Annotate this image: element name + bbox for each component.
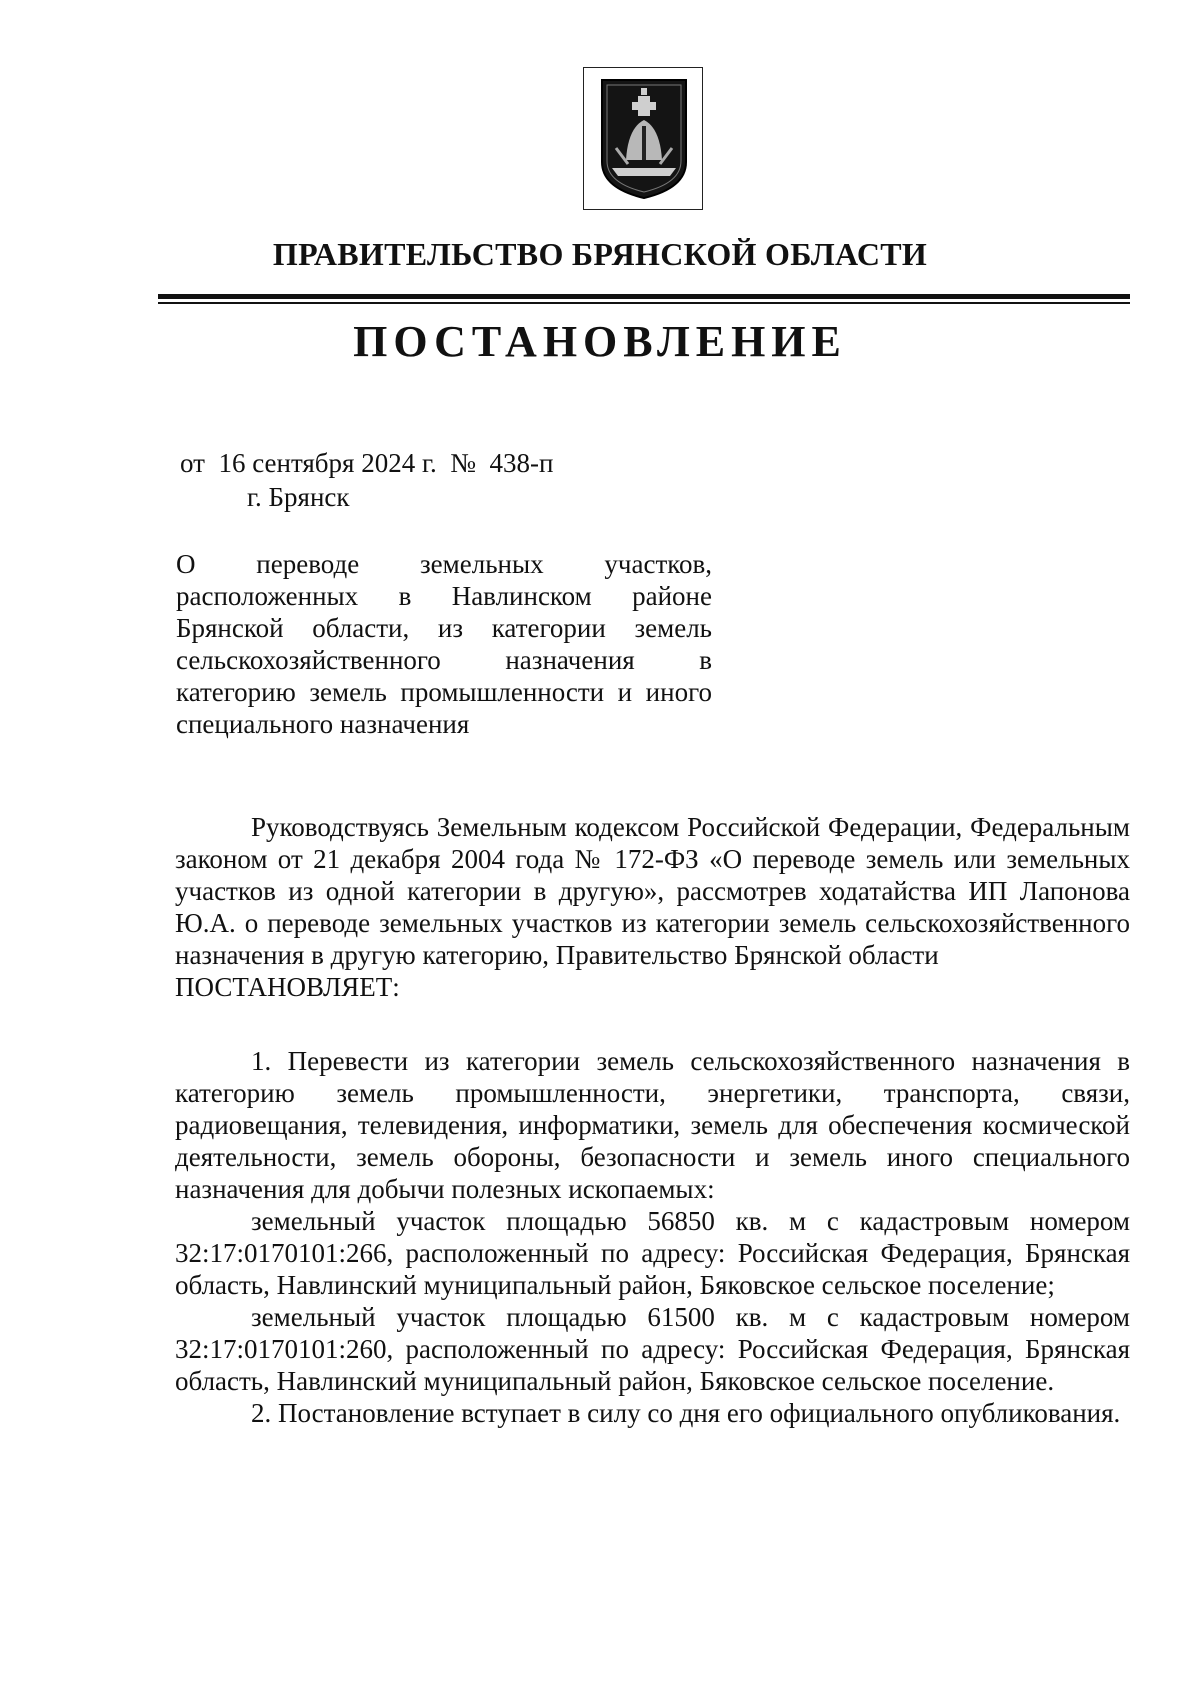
header-rule-thin [158, 302, 1130, 304]
clause-2: 2. Постановление вступает в силу со дня его официального опубликования. [251, 1398, 1121, 1428]
clause-1: 1. Перевести из категории земель сельскохозяйственного назначения в категорию земель промышленности, энергетики, транспорта, связи, радиовещания, телевидения, информатики, земель для обеспечения космической деятельности, земель обороны, безопасности и земель иного специального назначения для добычи полезных ископаемых: [175, 1046, 1130, 1204]
emblem-frame [583, 67, 703, 210]
coat-of-arms-icon [598, 76, 690, 202]
parcel-item: земельный участок площадью 61500 кв. м с кадастровым номером 32:17:0170101:260, расположенный по адресу: Российская Федерация, Брянская область, Навлинский муниципальный район, Бяковское сельское поселение. [175, 1302, 1130, 1396]
government-title: ПРАВИТЕЛЬСТВО БРЯНСКОЙ ОБЛАСТИ [272, 236, 928, 272]
document-city: г. Брянск [247, 482, 350, 512]
preamble-paragraph: Руководствуясь Земельным кодексом Российской Федерации, Федеральным законом от 21 декабря 2004 года № 172-ФЗ «О переводе земель или земельных участков из одной категории в другую», рассмотрев ходатайства ИП Лапонова Ю.А. о переводе земельных участков из категории земель сельскохозяйственного назначения в другую категорию, Правительство Брянской области [175, 812, 1130, 970]
document-subject: О переводе земельных участков, расположенных в Навлинском районе Брянской области, из категории земель сельскохозяйственного назначения в категорию земель промышленности и иного специального назначения [176, 549, 712, 739]
document-type-title: ПОСТАНОВЛЕНИЕ [353, 317, 847, 366]
parcel-item: земельный участок площадью 56850 кв. м с кадастровым номером 32:17:0170101:266, расположенный по адресу: Российская Федерация, Брянская область, Навлинский муниципальный район, Бяковское сельское поселение; [175, 1206, 1130, 1300]
document-body [175, 811, 1130, 1429]
document-date-number: от 16 сентября 2024 г. № 438-п [180, 448, 554, 478]
header-rule-thick [158, 294, 1130, 299]
resolves-heading: ПОСТАНОВЛЯЕТ: [175, 972, 400, 1002]
